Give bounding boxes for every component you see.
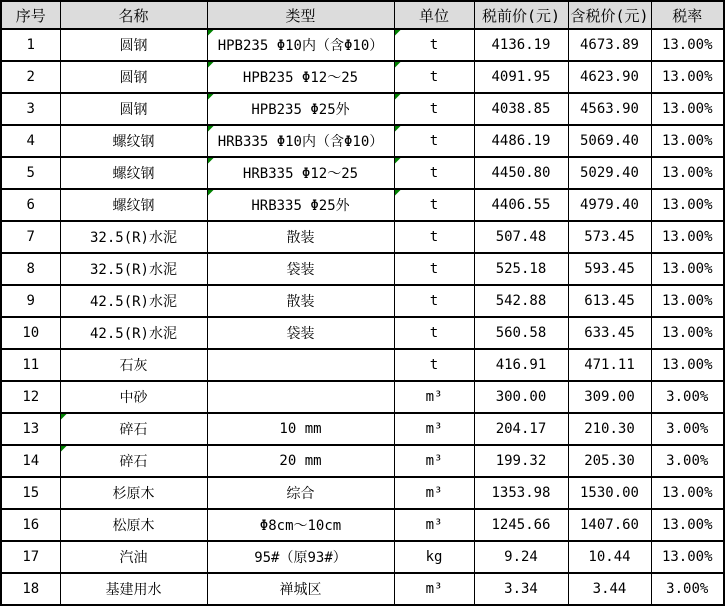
cell-taxed[interactable]: 5029.40	[568, 157, 651, 189]
cell-rate[interactable]: 13.00%	[651, 253, 724, 285]
cell-taxed[interactable]: 633.45	[568, 317, 651, 349]
table-row	[1, 445, 724, 477]
cell-taxed[interactable]: 205.30	[568, 445, 651, 477]
cell-name[interactable]: 42.5(R)水泥	[60, 285, 207, 317]
table-row	[1, 509, 724, 541]
cell-flag-triangle-icon	[395, 158, 401, 164]
cell-pretax[interactable]: 199.32	[474, 445, 568, 477]
table-header	[1, 1, 724, 29]
cell-no[interactable]: 9	[1, 285, 60, 317]
cell-pretax[interactable]: 507.48	[474, 221, 568, 253]
cell-rate[interactable]: 13.00%	[651, 285, 724, 317]
cell-taxed[interactable]: 573.45	[568, 221, 651, 253]
cell-taxed[interactable]: 471.11	[568, 349, 651, 381]
cell-no[interactable]: 14	[1, 445, 60, 477]
cell-no[interactable]: 2	[1, 61, 60, 93]
table-row	[1, 93, 724, 125]
cell-type[interactable]: HPB235 Φ10内（含Φ10）	[207, 29, 394, 61]
cell-rate[interactable]: 13.00%	[651, 157, 724, 189]
cell-no[interactable]: 12	[1, 381, 60, 413]
cell-no[interactable]: 17	[1, 541, 60, 573]
cell-unit[interactable]: m³	[394, 381, 474, 413]
cell-pretax[interactable]: 4038.85	[474, 93, 568, 125]
table-row	[1, 221, 724, 253]
cell-unit[interactable]: t	[394, 221, 474, 253]
cell-taxed[interactable]: 5069.40	[568, 125, 651, 157]
cell-name[interactable]: 32.5(R)水泥	[60, 221, 207, 253]
cell-name[interactable]: 螺纹钢	[60, 189, 207, 221]
cell-type[interactable]: 综合	[207, 477, 394, 509]
cell-name[interactable]: 碎石	[60, 413, 207, 445]
cell-name[interactable]: 圆钢	[60, 29, 207, 61]
cell-type[interactable]: HRB335 Φ10内（含Φ10）	[207, 125, 394, 157]
table-row	[1, 253, 724, 285]
cell-rate[interactable]: 3.00%	[651, 413, 724, 445]
cell-pretax[interactable]: 4136.19	[474, 29, 568, 61]
cell-no[interactable]: 16	[1, 509, 60, 541]
cell-pretax[interactable]: 4406.55	[474, 189, 568, 221]
cell-name[interactable]: 汽油	[60, 541, 207, 573]
table-row	[1, 125, 724, 157]
cell-type[interactable]: HPB235 Φ12～25	[207, 61, 394, 93]
cell-rate[interactable]: 13.00%	[651, 125, 724, 157]
cell-flag-triangle-icon	[208, 30, 214, 36]
cell-flag-triangle-icon	[208, 126, 214, 132]
cell-type[interactable]: 袋装	[207, 253, 394, 285]
cell-flag-triangle-icon	[61, 446, 67, 452]
table-row	[1, 61, 724, 93]
cell-no[interactable]: 11	[1, 349, 60, 381]
table-row	[1, 541, 724, 573]
cell-pretax[interactable]: 1353.98	[474, 477, 568, 509]
cell-unit[interactable]: t	[394, 93, 474, 125]
cell-taxed[interactable]: 3.44	[568, 573, 651, 605]
column-header-type[interactable]: 类型	[207, 1, 394, 29]
cell-unit[interactable]: t	[394, 285, 474, 317]
cell-rate[interactable]: 3.00%	[651, 573, 724, 605]
cell-type[interactable]	[207, 349, 394, 381]
cell-no[interactable]: 8	[1, 253, 60, 285]
cell-unit[interactable]: t	[394, 349, 474, 381]
cell-rate[interactable]: 13.00%	[651, 317, 724, 349]
cell-type[interactable]: 20 mm	[207, 445, 394, 477]
cell-no[interactable]: 18	[1, 573, 60, 605]
cell-taxed[interactable]: 1407.60	[568, 509, 651, 541]
cell-unit[interactable]: m³	[394, 477, 474, 509]
cell-name[interactable]: 32.5(R)水泥	[60, 253, 207, 285]
cell-taxed[interactable]: 210.30	[568, 413, 651, 445]
table-row	[1, 317, 724, 349]
cell-flag-triangle-icon	[208, 158, 214, 164]
cell-taxed[interactable]: 593.45	[568, 253, 651, 285]
cell-pretax[interactable]: 4486.19	[474, 125, 568, 157]
cell-type[interactable]: 95#（原93#）	[207, 541, 394, 573]
table-row	[1, 189, 724, 221]
cell-flag-triangle-icon	[395, 190, 401, 196]
cell-no[interactable]: 6	[1, 189, 60, 221]
cell-rate[interactable]: 13.00%	[651, 29, 724, 61]
cell-pretax[interactable]: 204.17	[474, 413, 568, 445]
cell-taxed[interactable]: 4623.90	[568, 61, 651, 93]
cell-name[interactable]: 基建用水	[60, 573, 207, 605]
table-row	[1, 29, 724, 61]
cell-type[interactable]: Φ8cm～10cm	[207, 509, 394, 541]
cell-pretax[interactable]: 9.24	[474, 541, 568, 573]
cell-name[interactable]: 螺纹钢	[60, 125, 207, 157]
column-header-pretax[interactable]: 税前价(元)	[474, 1, 568, 29]
cell-pretax[interactable]: 525.18	[474, 253, 568, 285]
cell-name[interactable]: 杉原木	[60, 477, 207, 509]
column-header-unit[interactable]: 单位	[394, 1, 474, 29]
cell-rate[interactable]: 13.00%	[651, 509, 724, 541]
cell-rate[interactable]: 13.00%	[651, 349, 724, 381]
cell-pretax[interactable]: 4091.95	[474, 61, 568, 93]
table-row	[1, 381, 724, 413]
cell-taxed[interactable]: 4563.90	[568, 93, 651, 125]
cell-taxed[interactable]: 4979.40	[568, 189, 651, 221]
cell-unit[interactable]: t	[394, 125, 474, 157]
cell-flag-triangle-icon	[61, 414, 67, 420]
cell-unit[interactable]: t	[394, 317, 474, 349]
cell-unit[interactable]: m³	[394, 509, 474, 541]
cell-no[interactable]: 3	[1, 93, 60, 125]
cell-type[interactable]	[207, 381, 394, 413]
cell-taxed[interactable]: 1530.00	[568, 477, 651, 509]
cell-flag-triangle-icon	[208, 94, 214, 100]
cell-no[interactable]: 5	[1, 157, 60, 189]
cell-type[interactable]: HRB335 Φ25外	[207, 189, 394, 221]
cell-no[interactable]: 4	[1, 125, 60, 157]
cell-unit[interactable]: m³	[394, 573, 474, 605]
cell-flag-triangle-icon	[395, 30, 401, 36]
table-row	[1, 573, 724, 605]
table-row	[1, 349, 724, 381]
header-row	[1, 1, 724, 29]
cell-taxed[interactable]: 613.45	[568, 285, 651, 317]
cell-pretax[interactable]: 560.58	[474, 317, 568, 349]
cell-taxed[interactable]: 309.00	[568, 381, 651, 413]
cell-name[interactable]: 松原木	[60, 509, 207, 541]
cell-flag-triangle-icon	[395, 126, 401, 132]
cell-pretax[interactable]: 3.34	[474, 573, 568, 605]
cell-type[interactable]: HRB335 Φ12～25	[207, 157, 394, 189]
cell-type[interactable]: 袋装	[207, 317, 394, 349]
cell-flag-triangle-icon	[208, 190, 214, 196]
cell-type[interactable]: 散装	[207, 285, 394, 317]
cell-pretax[interactable]: 4450.80	[474, 157, 568, 189]
cell-pretax[interactable]: 1245.66	[474, 509, 568, 541]
cell-pretax[interactable]: 416.91	[474, 349, 568, 381]
table-row	[1, 157, 724, 189]
cell-unit[interactable]: t	[394, 61, 474, 93]
cell-taxed[interactable]: 4673.89	[568, 29, 651, 61]
cell-flag-triangle-icon	[208, 62, 214, 68]
cell-taxed[interactable]: 10.44	[568, 541, 651, 573]
cell-name[interactable]: 圆钢	[60, 61, 207, 93]
cell-type[interactable]: 禅城区	[207, 573, 394, 605]
cell-rate[interactable]: 3.00%	[651, 381, 724, 413]
cell-unit[interactable]: t	[394, 189, 474, 221]
table-row	[1, 285, 724, 317]
cell-name[interactable]: 螺纹钢	[60, 157, 207, 189]
column-header-taxed[interactable]: 含税价(元)	[568, 1, 651, 29]
cell-no[interactable]: 7	[1, 221, 60, 253]
cell-name[interactable]: 圆钢	[60, 93, 207, 125]
cell-rate[interactable]: 13.00%	[651, 61, 724, 93]
cell-type[interactable]: 10 mm	[207, 413, 394, 445]
column-header-no[interactable]: 序号	[1, 1, 60, 29]
cell-no[interactable]: 13	[1, 413, 60, 445]
cell-pretax[interactable]: 542.88	[474, 285, 568, 317]
column-header-rate[interactable]: 税率	[651, 1, 724, 29]
cell-name[interactable]: 石灰	[60, 349, 207, 381]
table-row	[1, 477, 724, 509]
cell-no[interactable]: 1	[1, 29, 60, 61]
cell-name[interactable]: 碎石	[60, 445, 207, 477]
cell-no[interactable]: 15	[1, 477, 60, 509]
cell-name[interactable]: 42.5(R)水泥	[60, 317, 207, 349]
cell-unit[interactable]: m³	[394, 413, 474, 445]
table-body	[1, 29, 724, 605]
cell-unit[interactable]: t	[394, 157, 474, 189]
cell-rate[interactable]: 3.00%	[651, 445, 724, 477]
cell-pretax[interactable]: 300.00	[474, 381, 568, 413]
cell-rate[interactable]: 13.00%	[651, 477, 724, 509]
cell-type[interactable]: 散装	[207, 221, 394, 253]
cell-rate[interactable]: 13.00%	[651, 221, 724, 253]
cell-no[interactable]: 10	[1, 317, 60, 349]
table-row	[1, 413, 724, 445]
cell-rate[interactable]: 13.00%	[651, 189, 724, 221]
cell-unit[interactable]: t	[394, 29, 474, 61]
cell-unit[interactable]: kg	[394, 541, 474, 573]
cell-rate[interactable]: 13.00%	[651, 541, 724, 573]
cell-rate[interactable]: 13.00%	[651, 93, 724, 125]
cell-flag-triangle-icon	[395, 62, 401, 68]
column-header-name[interactable]: 名称	[60, 1, 207, 29]
cell-name[interactable]: 中砂	[60, 381, 207, 413]
cell-type[interactable]: HPB235 Φ25外	[207, 93, 394, 125]
cell-unit[interactable]: m³	[394, 445, 474, 477]
cell-flag-triangle-icon	[395, 94, 401, 100]
cell-unit[interactable]: t	[394, 253, 474, 285]
